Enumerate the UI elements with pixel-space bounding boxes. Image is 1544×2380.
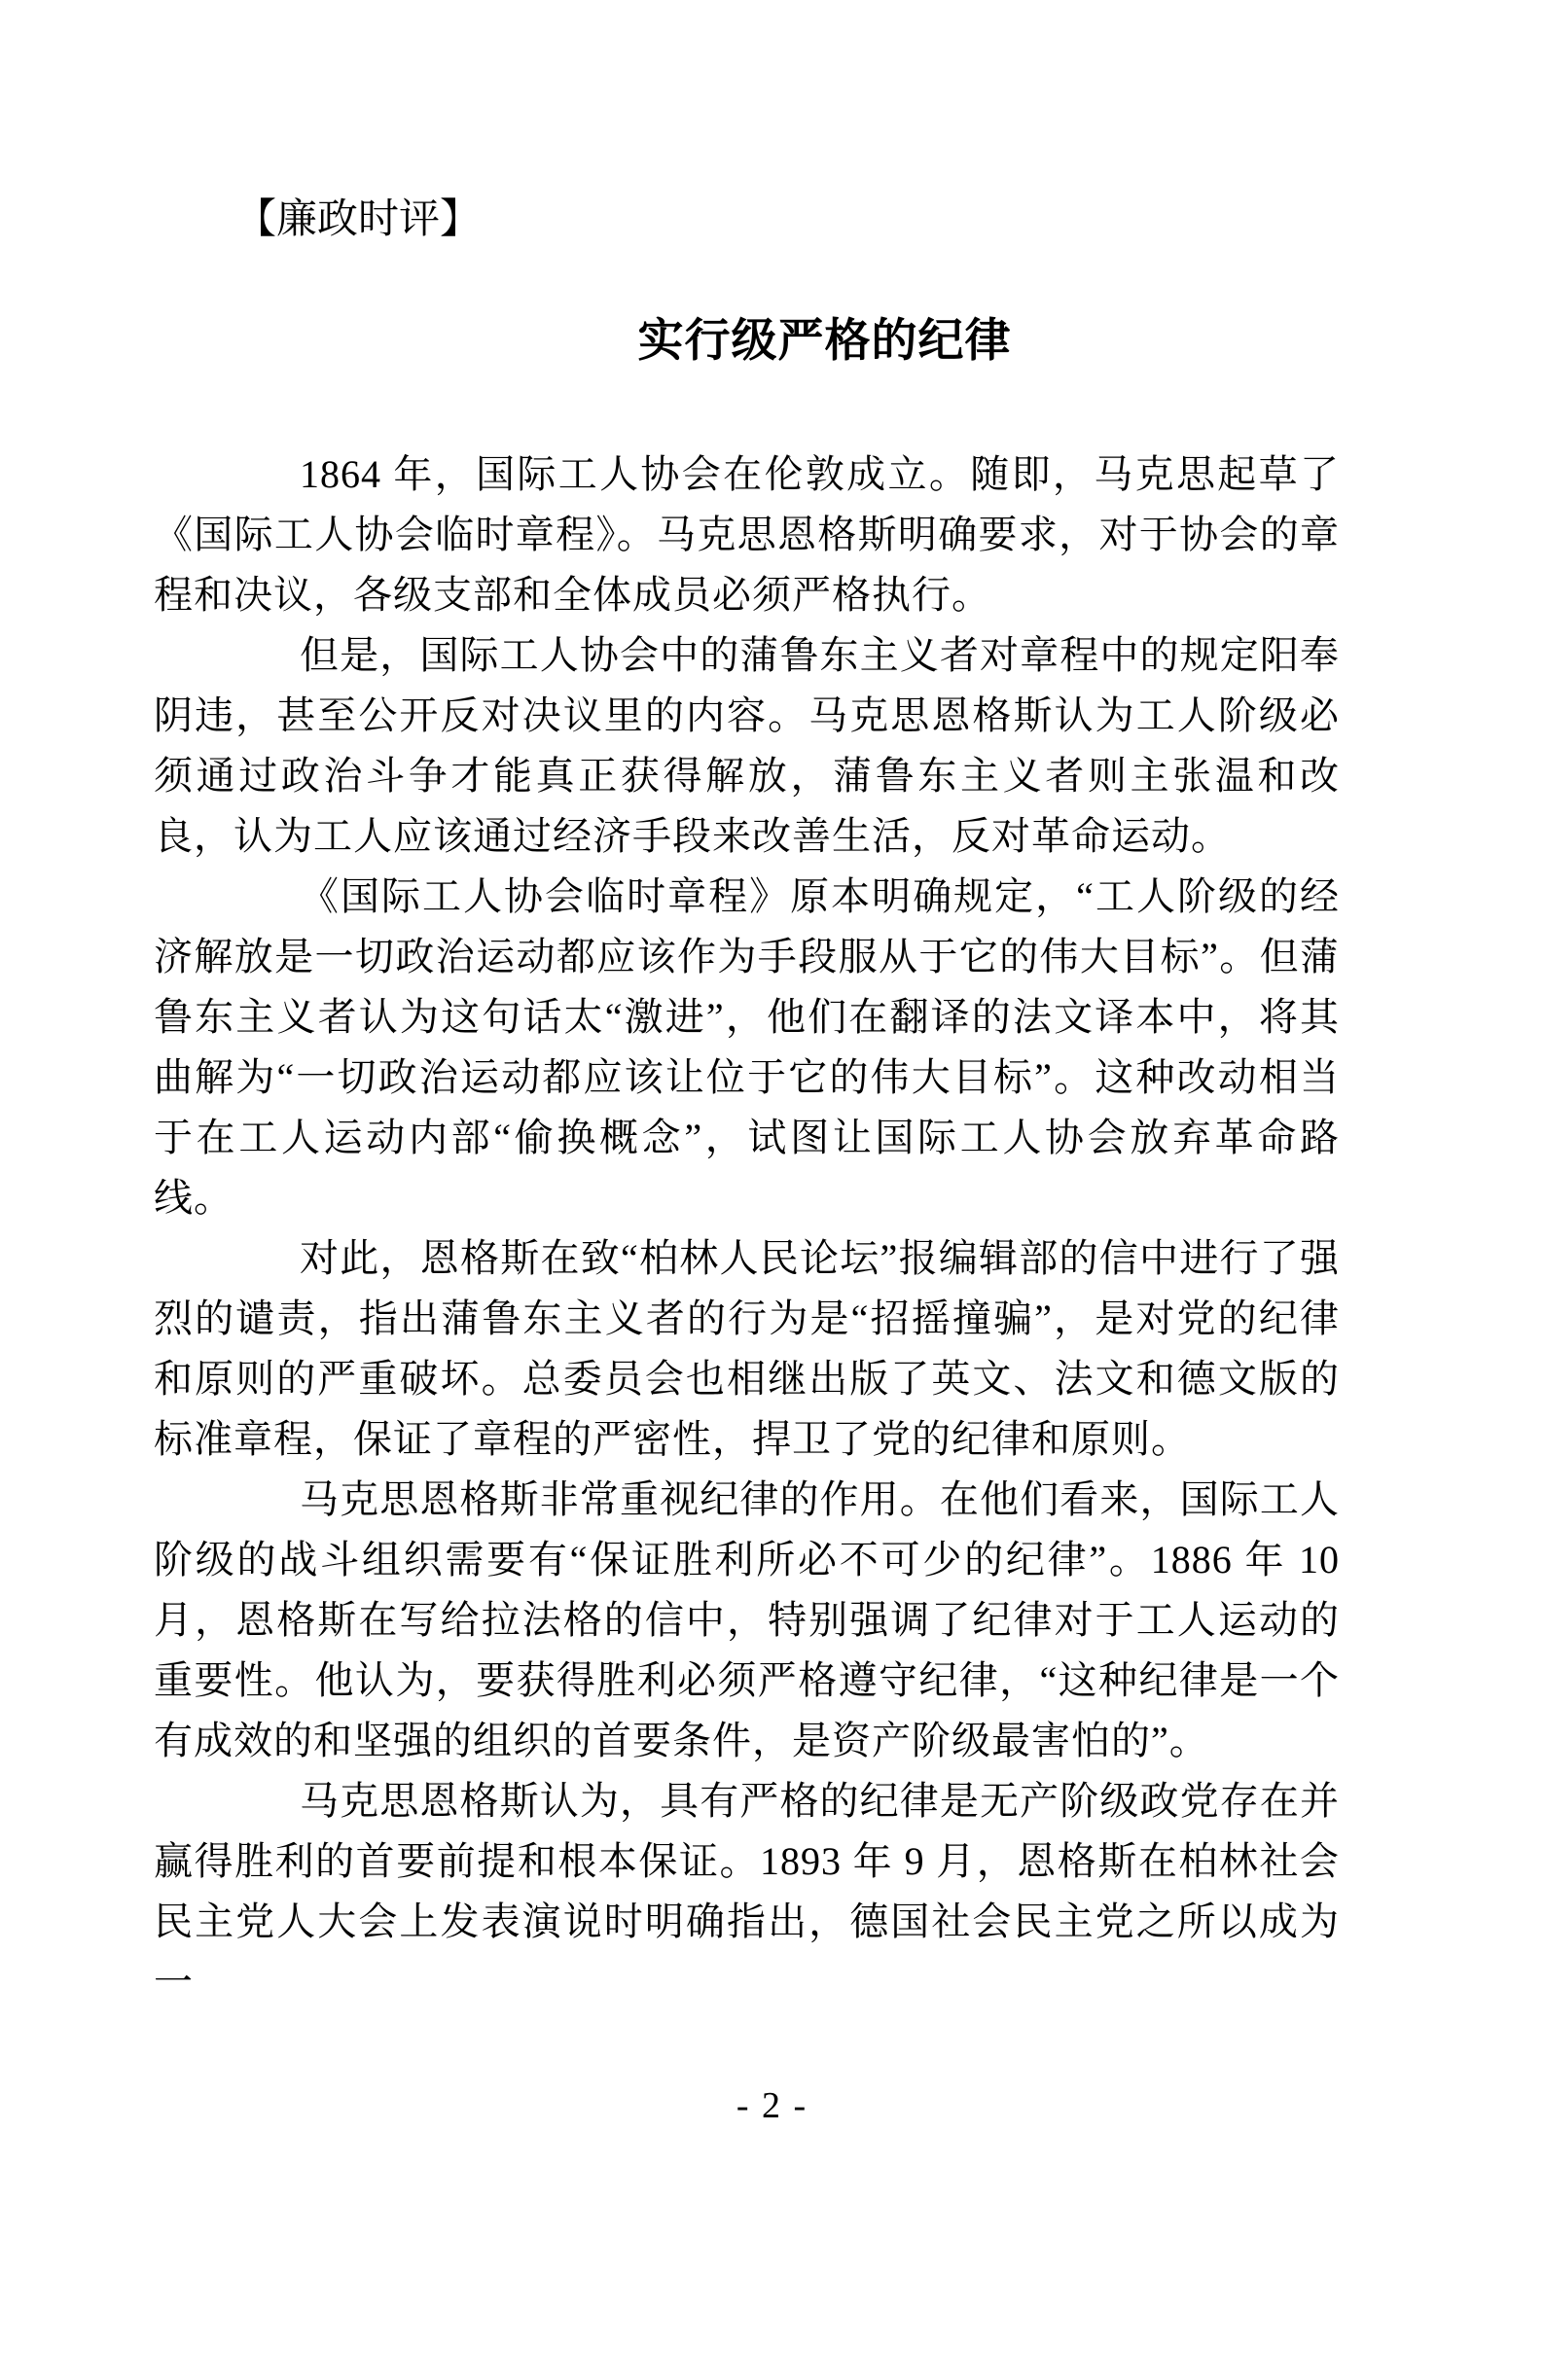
paragraph-4: 对此，恩格斯在致“柏林人民论坛”报编辑部的信中进行了强烈的谴责，指出蒲鲁东主义者的行为是“招摇撞骗”，是对党的纪律和原则的严重破坏。总委员会也相继出版了英文、法文和德文版的标准章程，保证了章程的严密性，捍卫了党的纪律和原则。: [154, 1236, 1340, 1461]
paragraph-3: 《国际工人协会临时章程》原本明确规定，“工人阶级的经济解放是一切政治运动都应该作为手段服从于它的伟大目标”。但蒲鲁东主义者认为这句话太“激进”，他们在翻译的法文译本中，将其曲解为“一切政治运动都应该让位于它的伟大目标”。这种改动相当于在工人运动内部“偷换概念”，试图让国际工人协会放弃革命路线。: [154, 874, 1340, 1220]
section-label: 【廉政时评】: [235, 197, 482, 242]
paragraph-5: 马克思恩格斯非常重视纪律的作用。在他们看来，国际工人阶级的战斗组织需要有“保证胜利所必不可少的纪律”。1886 年 10 月，恩格斯在写给拉法格的信中，特别强调了纪律对于工人运动的重要性。他认为，要获得胜利必须严格遵守纪律，“这种纪律是一个有成效的和坚强的组织的首要条件，是资产阶级最害怕的”。: [154, 1477, 1340, 1762]
document-page: [0, 196, 1544, 2380]
page-title: 实行级严格的纪律: [637, 316, 1012, 367]
paragraph-2: 但是，国际工人协会中的蒲鲁东主义者对章程中的规定阳奉阴违，甚至公开反对决议里的内容。马克思恩格斯认为工人阶级必须通过政治斗争才能真正获得解放，蒲鲁东主义者则主张温和改良，认为工人应该通过经济手段来改善生活，反对革命运动。: [154, 633, 1340, 858]
paragraph-6: 马克思恩格斯认为，具有严格的纪律是无产阶级政党存在并赢得胜利的首要前提和根本保证。1893 年 9 月，恩格斯在柏林社会民主党人大会上发表演说时明确指出，德国社会民主党之所以成为一: [154, 1779, 1340, 2004]
paragraph-1: 1864 年，国际工人协会在伦敦成立。随即，马克思起草了《国际工人协会临时章程》。马克思恩格斯明确要求，对于协会的章程和决议，各级支部和全体成员必须严格执行。: [154, 452, 1340, 617]
document-body: [154, 444, 1340, 2012]
page-number: - 2 -: [736, 2085, 808, 2126]
